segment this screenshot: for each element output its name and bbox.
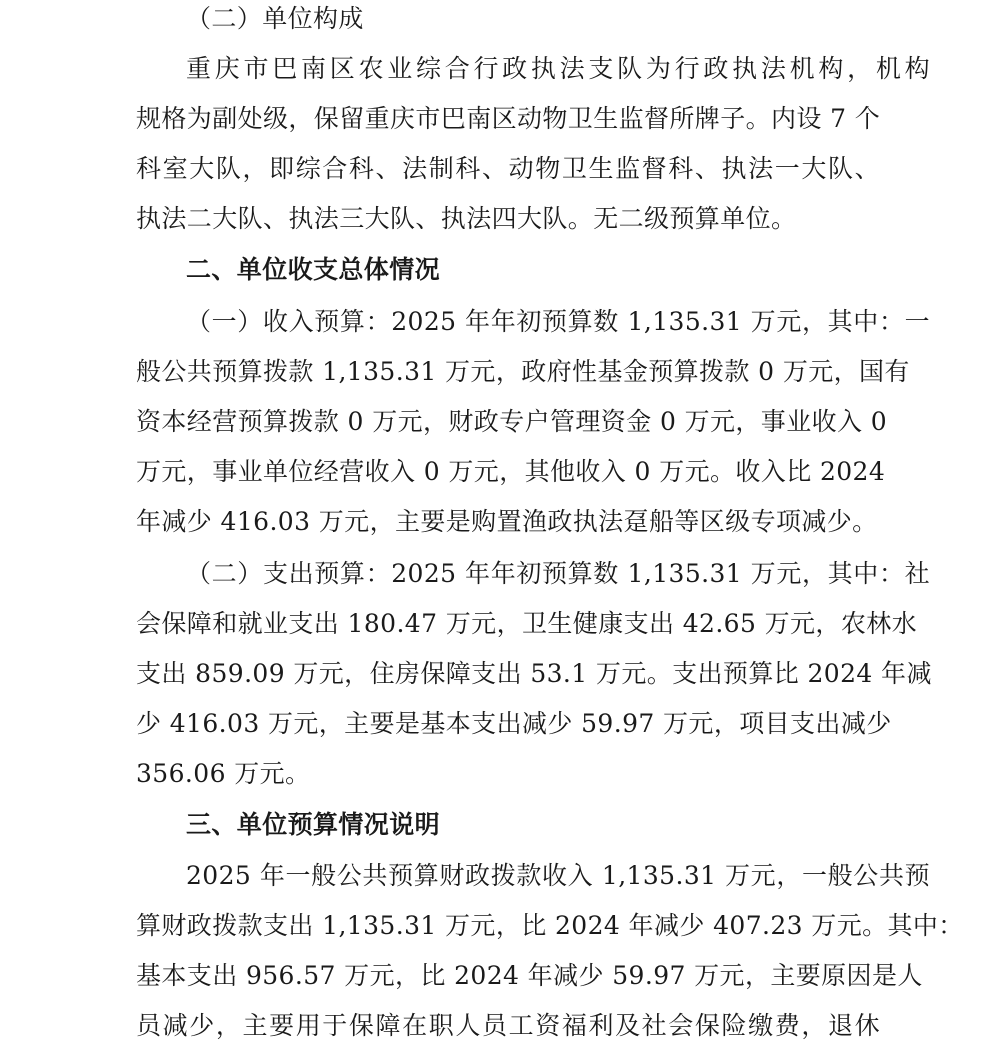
paragraph-line: 执法二大队、执法三大队、执法四大队。无二级预算单位。 (136, 204, 797, 233)
paragraph-line: 规格为副处级，保留重庆市巴南区动物卫生监督所牌子。内设 7 个 (136, 104, 881, 133)
section-heading-income-expense: 二、单位收支总体情况 (186, 255, 441, 284)
paragraph-line: 少 416.03 万元，主要是基本支出减少 59.97 万元，项目支出减少 (136, 709, 892, 738)
paragraph-line: 算财政拨款支出 1,135.31 万元，比 2024 年减少 407.23 万元。其中： (136, 911, 964, 940)
paragraph-line: 般公共预算拨款 1,135.31 万元，政府性基金预算拨款 0 万元，国有 (136, 357, 910, 386)
paragraph-line: 年减少 416.03 万元，主要是购置渔政执法趸船等区级专项减少。 (136, 507, 878, 536)
paragraph-line: （二）支出预算：2025 年年初预算数 1,135.31 万元，其中：社 (186, 559, 930, 588)
paragraph-line: 科室大队，即综合科、法制科、动物卫生监督科、执法一大队、 (136, 154, 880, 183)
paragraph-line: 重庆市巴南区农业综合行政执法支队为行政执法机构，机构 (186, 54, 930, 83)
subsection-heading-unit-composition: （二）单位构成 (186, 4, 364, 33)
paragraph-line: 会保障和就业支出 180.47 万元，卫生健康支出 42.65 万元，农林水 (136, 609, 918, 638)
paragraph-line: 2025 年一般公共预算财政拨款收入 1,135.31 万元，一般公共预 (186, 861, 930, 890)
paragraph-line: 356.06 万元。 (136, 759, 311, 788)
section-heading-budget-explanation: 三、单位预算情况说明 (186, 810, 441, 839)
paragraph-line: 万元，事业单位经营收入 0 万元，其他收入 0 万元。收入比 2024 (136, 457, 886, 486)
paragraph-line: 资本经营预算拨款 0 万元，财政专户管理资金 0 万元，事业收入 0 (136, 407, 888, 436)
paragraph-line: （一）收入预算：2025 年年初预算数 1,135.31 万元，其中：一 (186, 307, 930, 336)
paragraph-line: 支出 859.09 万元，住房保障支出 53.1 万元。支出预算比 2024 年减 (136, 659, 932, 688)
paragraph-line: 员减少，主要用于保障在职人员工资福利及社会保险缴费，退休 (136, 1011, 880, 1040)
paragraph-line: 基本支出 956.57 万元，比 2024 年减少 59.97 万元，主要原因是人 (136, 961, 923, 990)
